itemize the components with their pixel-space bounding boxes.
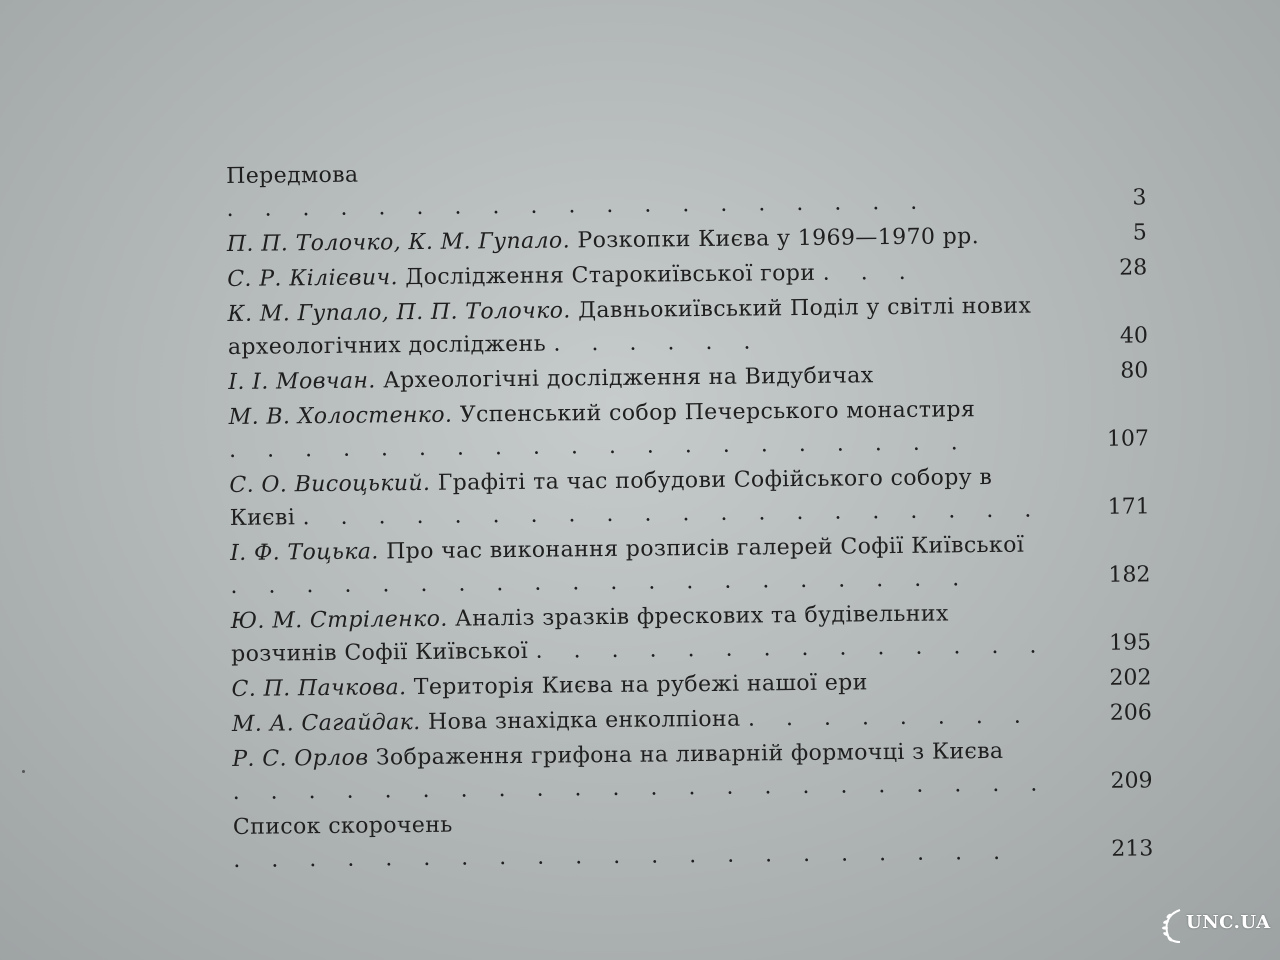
leader-dots: . . . . . . . . . . . . . . . . . . . . <box>302 497 1044 531</box>
entry-title: Передмова <box>226 162 359 189</box>
page-number: 80 <box>1120 358 1149 384</box>
page-number: 209 <box>1110 768 1153 794</box>
leader-dots: . . . <box>822 259 918 286</box>
entry-author: І. Ф. Тоцька. <box>229 539 379 566</box>
entry-title: Дослідження Старокиївської гори <box>405 260 816 291</box>
entry-author: С. Р. Кілієвич. <box>227 265 399 292</box>
page-number: 195 <box>1108 630 1152 656</box>
entry-title: Аналіз зразків фрескових та будівельних розчинів Софії Київської <box>231 601 949 667</box>
entry-title: Нова знахідка енколпіона <box>427 706 741 735</box>
entry-title: Графіті та час побудови Софійського собору в Києві <box>229 464 993 531</box>
page-number: 171 <box>1107 494 1150 520</box>
entry-title: Зображення грифона на ливарній формочці з Києва <box>375 738 1004 771</box>
entry-title: Про час виконання розписів галерей Софії Київської <box>386 532 1025 565</box>
laurel-wreath-icon <box>1160 906 1186 944</box>
toc-entry <box>229 391 1150 467</box>
leader-dots: . . . . . . . . . . . . . . . . . . . <box>226 189 930 222</box>
entry-author: С. О. Висоцький. <box>229 470 431 498</box>
toc-entry <box>232 733 1153 809</box>
entry-title: Археологічні дослідження на Видубичах <box>383 363 874 394</box>
page-number: 40 <box>1119 323 1149 349</box>
leader-dots: . . . . . . . . . . . . . . . . . . . . <box>228 430 970 463</box>
toc-entry-preface <box>226 150 1147 226</box>
leader-dots: . . . . . . <box>553 329 763 357</box>
entry-author: М. В. Холостенко. <box>228 402 453 430</box>
watermark-text: UNC.UA <box>1186 912 1271 933</box>
entry-title: Список скорочень <box>232 812 453 840</box>
entry-title: Територія Києва на рубежі нашої ери <box>413 670 868 701</box>
page-number: 28 <box>1119 255 1148 281</box>
entry-author: Ю. М. Стріленко. <box>230 606 448 634</box>
entry-title: Успенський собор Печерського монастиря <box>459 397 976 428</box>
page-speck <box>22 770 25 773</box>
toc-entry <box>229 459 1150 535</box>
leader-dots: . . . . . . . . . . . . . . . . . . . . <box>230 566 972 599</box>
leader-dots: . . . . . . . . . . . . . . . . . . . . . <box>233 839 1013 873</box>
page-number: 3 <box>1132 185 1147 211</box>
page-number: 206 <box>1109 700 1152 726</box>
page-number: 107 <box>1106 426 1150 452</box>
entry-author: К. М. Гупало, П. П. Толочко. <box>227 298 571 327</box>
page-number: 5 <box>1132 220 1147 246</box>
toc-entry-abbreviations <box>233 801 1154 877</box>
toc-entry <box>227 288 1148 364</box>
leader-dots: . . . . . . . . . . . . . . . . . . . . . . <box>232 771 1050 805</box>
entry-author: П. П. Толочко, К. М. Гупало. <box>226 228 571 257</box>
entry-author: І. І. Мовчан. <box>228 368 376 395</box>
page-number: 213 <box>1111 836 1154 862</box>
page-number: 202 <box>1109 665 1152 691</box>
leader-dots: . . . . . . . . . . . . . . <box>535 633 1049 664</box>
entry-author: С. П. Пачкова. <box>231 675 407 702</box>
entry-title: Розкопки Києва у 1969—1970 рр. <box>577 224 980 254</box>
table-of-contents <box>226 150 1153 879</box>
leader-dots: . . . . . . . . <box>747 703 1033 732</box>
toc-entry <box>231 595 1152 671</box>
entry-title: Давньокиївський Поділ у світлі нових археологічних досліджень <box>227 293 1032 360</box>
page-number: 182 <box>1108 562 1151 588</box>
entry-author: Р. С. Орлов <box>232 745 369 772</box>
entry-author: М. А. Сагайдак. <box>231 709 421 737</box>
toc-entry <box>230 527 1151 603</box>
site-watermark <box>1160 902 1270 946</box>
